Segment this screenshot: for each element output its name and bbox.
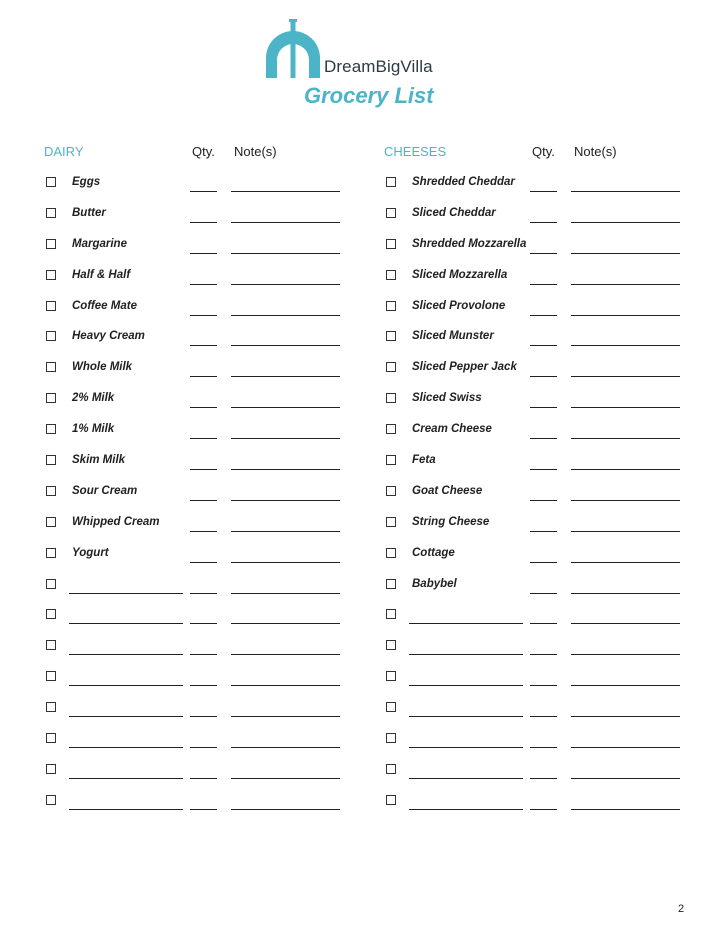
item-list bbox=[44, 167, 344, 816]
qty-write-in-line[interactable] bbox=[530, 809, 557, 810]
notes-write-in-line[interactable] bbox=[571, 500, 680, 501]
qty-write-in-line[interactable] bbox=[530, 407, 557, 408]
notes-write-in-line[interactable] bbox=[231, 438, 340, 439]
list-item bbox=[44, 383, 344, 414]
notes-write-in-line[interactable] bbox=[231, 531, 340, 532]
item-checkbox[interactable] bbox=[46, 671, 56, 681]
list-item bbox=[384, 229, 684, 260]
qty-write-in-line[interactable] bbox=[190, 376, 217, 377]
qty-write-in-line[interactable] bbox=[530, 654, 557, 655]
item-label: Whole Milk bbox=[72, 361, 133, 374]
item-checkbox[interactable] bbox=[386, 795, 396, 805]
item-checkbox[interactable] bbox=[386, 393, 396, 403]
section-heading: DAIRY bbox=[44, 144, 84, 159]
item-label: Sliced Munster bbox=[412, 330, 494, 343]
notes-write-in-line[interactable] bbox=[571, 562, 680, 563]
item-write-in-line[interactable] bbox=[69, 623, 183, 624]
item-checkbox[interactable] bbox=[46, 702, 56, 712]
notes-write-in-line[interactable] bbox=[231, 376, 340, 377]
item-checkbox[interactable] bbox=[386, 733, 396, 743]
item-checkbox[interactable] bbox=[46, 486, 56, 496]
item-label: Cottage bbox=[412, 546, 455, 559]
item-label: Eggs bbox=[72, 176, 101, 188]
qty-write-in-line[interactable] bbox=[190, 438, 217, 439]
item-label: Heavy Cream bbox=[72, 330, 145, 343]
item-checkbox[interactable] bbox=[46, 331, 56, 341]
item-label: Sliced Provolone bbox=[412, 299, 506, 312]
list-item bbox=[384, 352, 684, 383]
list-item bbox=[384, 538, 684, 569]
item-checkbox[interactable] bbox=[46, 239, 56, 249]
item-checkbox[interactable] bbox=[386, 702, 396, 712]
item-write-in-line[interactable] bbox=[69, 593, 183, 594]
list-item bbox=[384, 476, 684, 507]
notes-write-in-line[interactable] bbox=[231, 407, 340, 408]
item-write-in-line[interactable] bbox=[69, 809, 183, 810]
list-item bbox=[384, 507, 684, 538]
item-label: Babybel bbox=[412, 577, 457, 590]
qty-write-in-line[interactable] bbox=[530, 315, 557, 316]
page-header bbox=[0, 0, 727, 120]
qty-write-in-line[interactable] bbox=[190, 222, 217, 223]
list-item bbox=[384, 692, 684, 723]
notes-write-in-line[interactable] bbox=[231, 469, 340, 470]
list-item bbox=[44, 476, 344, 507]
item-checkbox[interactable] bbox=[386, 548, 396, 558]
qty-heading: Qty. bbox=[192, 144, 215, 159]
item-label: Butter bbox=[72, 206, 106, 219]
list-item bbox=[384, 198, 684, 229]
notes-write-in-line[interactable] bbox=[231, 500, 340, 501]
notes-write-in-line[interactable] bbox=[571, 438, 680, 439]
page-number: 2 bbox=[678, 903, 685, 915]
notes-write-in-line[interactable] bbox=[571, 654, 680, 655]
item-checkbox[interactable] bbox=[46, 548, 56, 558]
item-label: Goat Cheese bbox=[412, 484, 483, 497]
qty-write-in-line[interactable] bbox=[190, 716, 217, 717]
qty-write-in-line[interactable] bbox=[190, 407, 217, 408]
item-list bbox=[384, 167, 684, 816]
notes-write-in-line[interactable] bbox=[571, 593, 680, 594]
list-item bbox=[44, 661, 344, 692]
item-write-in-line[interactable] bbox=[69, 778, 183, 779]
qty-write-in-line[interactable] bbox=[530, 716, 557, 717]
list-item bbox=[44, 785, 344, 816]
item-label: Margarine bbox=[72, 237, 127, 250]
notes-write-in-line[interactable] bbox=[231, 685, 340, 686]
notes-heading: Note(s) bbox=[234, 144, 277, 159]
item-checkbox[interactable] bbox=[386, 239, 396, 249]
list-item bbox=[44, 414, 344, 445]
notes-write-in-line[interactable] bbox=[571, 315, 680, 316]
qty-write-in-line[interactable] bbox=[190, 562, 217, 563]
list-item bbox=[44, 507, 344, 538]
item-checkbox[interactable] bbox=[386, 424, 396, 434]
item-label: Sliced Mozzarella bbox=[412, 268, 508, 281]
item-label: Cream Cheese bbox=[412, 423, 492, 436]
item-checkbox[interactable] bbox=[46, 270, 56, 280]
list-item bbox=[44, 630, 344, 661]
notes-write-in-line[interactable] bbox=[231, 562, 340, 563]
item-write-in-line[interactable] bbox=[409, 685, 523, 686]
item-label: Coffee Mate bbox=[72, 299, 137, 312]
item-checkbox[interactable] bbox=[46, 455, 56, 465]
list-item bbox=[384, 661, 684, 692]
qty-write-in-line[interactable] bbox=[530, 438, 557, 439]
qty-write-in-line[interactable] bbox=[190, 809, 217, 810]
list-item bbox=[44, 599, 344, 630]
dome-arch-logo-icon bbox=[262, 18, 324, 80]
list-item bbox=[44, 754, 344, 785]
list-item bbox=[384, 569, 684, 600]
page-title: Grocery List bbox=[304, 83, 434, 108]
item-label: Yogurt bbox=[72, 546, 109, 559]
notes-write-in-line[interactable] bbox=[571, 747, 680, 748]
list-item bbox=[384, 723, 684, 754]
item-checkbox[interactable] bbox=[46, 795, 56, 805]
item-checkbox[interactable] bbox=[46, 393, 56, 403]
list-item bbox=[384, 321, 684, 352]
qty-write-in-line[interactable] bbox=[530, 345, 557, 346]
qty-write-in-line[interactable] bbox=[530, 685, 557, 686]
qty-write-in-line[interactable] bbox=[190, 531, 217, 532]
item-label: Shredded Mozzarella bbox=[412, 237, 527, 250]
list-item bbox=[384, 291, 684, 322]
qty-write-in-line[interactable] bbox=[530, 500, 557, 501]
list-item bbox=[384, 754, 684, 785]
item-checkbox[interactable] bbox=[386, 579, 396, 589]
list-item bbox=[44, 321, 344, 352]
item-checkbox[interactable] bbox=[46, 517, 56, 527]
item-checkbox[interactable] bbox=[386, 208, 396, 218]
item-checkbox[interactable] bbox=[46, 609, 56, 619]
item-write-in-line[interactable] bbox=[409, 654, 523, 655]
item-label: 1% Milk bbox=[72, 423, 115, 436]
item-label: Sliced Swiss bbox=[412, 392, 482, 405]
item-write-in-line[interactable] bbox=[69, 685, 183, 686]
qty-write-in-line[interactable] bbox=[530, 222, 557, 223]
item-checkbox[interactable] bbox=[46, 733, 56, 743]
notes-write-in-line[interactable] bbox=[571, 531, 680, 532]
notes-write-in-line[interactable] bbox=[571, 284, 680, 285]
brand-name: DreamBigVilla bbox=[324, 57, 433, 76]
item-label: Half & Half bbox=[72, 268, 131, 281]
notes-write-in-line[interactable] bbox=[571, 376, 680, 377]
notes-write-in-line[interactable] bbox=[571, 809, 680, 810]
list-item bbox=[384, 260, 684, 291]
item-checkbox[interactable] bbox=[386, 517, 396, 527]
list-item bbox=[44, 538, 344, 569]
item-write-in-line[interactable] bbox=[409, 716, 523, 717]
qty-write-in-line[interactable] bbox=[530, 531, 557, 532]
item-write-in-line[interactable] bbox=[409, 623, 523, 624]
notes-write-in-line[interactable] bbox=[231, 345, 340, 346]
item-write-in-line[interactable] bbox=[69, 654, 183, 655]
list-item bbox=[44, 198, 344, 229]
item-label: Whipped Cream bbox=[72, 515, 160, 528]
notes-write-in-line[interactable] bbox=[231, 623, 340, 624]
list-item bbox=[384, 383, 684, 414]
list-item bbox=[44, 229, 344, 260]
qty-write-in-line[interactable] bbox=[190, 654, 217, 655]
item-write-in-line[interactable] bbox=[69, 747, 183, 748]
qty-write-in-line[interactable] bbox=[190, 315, 217, 316]
notes-write-in-line[interactable] bbox=[231, 284, 340, 285]
item-checkbox[interactable] bbox=[386, 609, 396, 619]
item-checkbox[interactable] bbox=[386, 764, 396, 774]
qty-write-in-line[interactable] bbox=[190, 191, 217, 192]
notes-write-in-line[interactable] bbox=[571, 623, 680, 624]
item-label: Skim Milk bbox=[72, 454, 126, 467]
item-write-in-line[interactable] bbox=[409, 747, 523, 748]
qty-write-in-line[interactable] bbox=[190, 685, 217, 686]
item-checkbox[interactable] bbox=[46, 579, 56, 589]
notes-write-in-line[interactable] bbox=[571, 778, 680, 779]
notes-write-in-line[interactable] bbox=[571, 407, 680, 408]
list-item bbox=[384, 167, 684, 198]
qty-write-in-line[interactable] bbox=[530, 623, 557, 624]
notes-write-in-line[interactable] bbox=[571, 716, 680, 717]
qty-write-in-line[interactable] bbox=[190, 747, 217, 748]
item-label: Sliced Pepper Jack bbox=[412, 361, 517, 374]
qty-write-in-line[interactable] bbox=[530, 593, 557, 594]
item-label: 2% Milk bbox=[72, 392, 115, 405]
item-checkbox[interactable] bbox=[386, 640, 396, 650]
item-write-in-line[interactable] bbox=[409, 809, 523, 810]
qty-write-in-line[interactable] bbox=[530, 284, 557, 285]
qty-write-in-line[interactable] bbox=[190, 623, 217, 624]
item-checkbox[interactable] bbox=[386, 486, 396, 496]
item-checkbox[interactable] bbox=[386, 270, 396, 280]
notes-write-in-line[interactable] bbox=[571, 345, 680, 346]
qty-heading: Qty. bbox=[532, 144, 555, 159]
item-label: Sliced Cheddar bbox=[412, 206, 496, 219]
notes-write-in-line[interactable] bbox=[571, 191, 680, 192]
item-checkbox[interactable] bbox=[386, 455, 396, 465]
item-checkbox[interactable] bbox=[46, 424, 56, 434]
notes-write-in-line[interactable] bbox=[571, 469, 680, 470]
qty-write-in-line[interactable] bbox=[530, 191, 557, 192]
list-item bbox=[384, 414, 684, 445]
list-item bbox=[384, 599, 684, 630]
notes-write-in-line[interactable] bbox=[231, 315, 340, 316]
section-heading: CHEESES bbox=[384, 144, 447, 159]
item-label: Feta bbox=[412, 454, 436, 467]
item-label: String Cheese bbox=[412, 515, 490, 528]
qty-write-in-line[interactable] bbox=[190, 593, 217, 594]
item-write-in-line[interactable] bbox=[69, 716, 183, 717]
item-checkbox[interactable] bbox=[386, 301, 396, 311]
list-item bbox=[44, 352, 344, 383]
list-item bbox=[384, 630, 684, 661]
item-label: Shredded Cheddar bbox=[412, 176, 515, 188]
list-item bbox=[44, 167, 344, 198]
list-item bbox=[44, 723, 344, 754]
qty-write-in-line[interactable] bbox=[530, 469, 557, 470]
list-item bbox=[384, 445, 684, 476]
qty-write-in-line[interactable] bbox=[190, 500, 217, 501]
item-checkbox[interactable] bbox=[46, 177, 56, 187]
item-write-in-line[interactable] bbox=[409, 778, 523, 779]
notes-write-in-line[interactable] bbox=[231, 654, 340, 655]
qty-write-in-line[interactable] bbox=[530, 747, 557, 748]
qty-write-in-line[interactable] bbox=[530, 253, 557, 254]
item-checkbox[interactable] bbox=[46, 301, 56, 311]
notes-write-in-line[interactable] bbox=[231, 593, 340, 594]
notes-heading: Note(s) bbox=[574, 144, 617, 159]
qty-write-in-line[interactable] bbox=[530, 778, 557, 779]
list-item bbox=[44, 692, 344, 723]
item-checkbox[interactable] bbox=[386, 177, 396, 187]
list-item bbox=[44, 291, 344, 322]
item-checkbox[interactable] bbox=[386, 362, 396, 372]
item-checkbox[interactable] bbox=[386, 331, 396, 341]
qty-write-in-line[interactable] bbox=[190, 469, 217, 470]
item-checkbox[interactable] bbox=[46, 764, 56, 774]
notes-write-in-line[interactable] bbox=[231, 747, 340, 748]
notes-write-in-line[interactable] bbox=[231, 716, 340, 717]
notes-write-in-line[interactable] bbox=[231, 778, 340, 779]
qty-write-in-line[interactable] bbox=[530, 562, 557, 563]
qty-write-in-line[interactable] bbox=[190, 778, 217, 779]
cheeses-column bbox=[384, 138, 684, 828]
qty-write-in-line[interactable] bbox=[190, 345, 217, 346]
list-item bbox=[44, 445, 344, 476]
item-checkbox[interactable] bbox=[46, 208, 56, 218]
notes-write-in-line[interactable] bbox=[231, 222, 340, 223]
dairy-column bbox=[44, 138, 344, 828]
notes-write-in-line[interactable] bbox=[231, 809, 340, 810]
list-item bbox=[44, 260, 344, 291]
list-item bbox=[44, 569, 344, 600]
list-item bbox=[384, 785, 684, 816]
item-checkbox[interactable] bbox=[46, 362, 56, 372]
qty-write-in-line[interactable] bbox=[190, 284, 217, 285]
qty-write-in-line[interactable] bbox=[530, 376, 557, 377]
qty-write-in-line[interactable] bbox=[190, 253, 217, 254]
notes-write-in-line[interactable] bbox=[571, 685, 680, 686]
item-checkbox[interactable] bbox=[46, 640, 56, 650]
notes-write-in-line[interactable] bbox=[571, 222, 680, 223]
item-label: Sour Cream bbox=[72, 484, 138, 497]
notes-write-in-line[interactable] bbox=[231, 191, 340, 192]
notes-write-in-line[interactable] bbox=[571, 253, 680, 254]
notes-write-in-line[interactable] bbox=[231, 253, 340, 254]
item-checkbox[interactable] bbox=[386, 671, 396, 681]
